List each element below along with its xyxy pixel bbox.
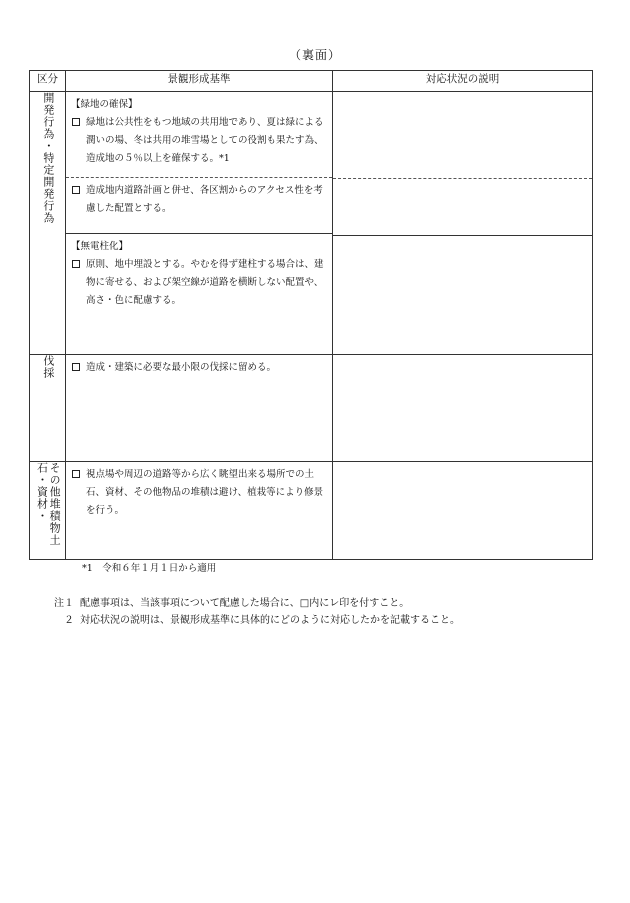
- greenery-checkbox[interactable]: [72, 118, 80, 126]
- greenery-item-text: 緑地は公共性をもつ地域の共用地であり、夏は緑による潤いの場、冬は共用の堆雪場としての役割も果たす為、造成地の５％以上を確保する。*1: [86, 117, 324, 164]
- logging-checkbox[interactable]: [72, 363, 80, 371]
- pole-heading: 【無電柱化】: [71, 241, 129, 252]
- pole-checkbox[interactable]: [72, 260, 80, 268]
- status-development[interactable]: [333, 92, 593, 355]
- status-logging-field[interactable]: [333, 355, 593, 462]
- storage-item-text: 視点場や周辺の道路等から広く眺望出来る場所での土石、資材、その他物品の堆積は避け、植栽等により修景を行う。: [86, 469, 324, 516]
- footnote: *1 令和６年１月１日から適用: [82, 563, 217, 574]
- table-header-row: [30, 71, 593, 92]
- status-greenery-field[interactable]: [333, 92, 592, 179]
- category-storage: [30, 462, 66, 560]
- category-logging-label: 伐採: [41, 355, 55, 379]
- note-1-label: 注１: [54, 598, 74, 609]
- note-2: [40, 612, 460, 629]
- road-checkbox[interactable]: [72, 186, 80, 194]
- category-logging: [30, 355, 66, 462]
- status-pole-field[interactable]: [333, 236, 592, 354]
- category-development-label: 開発行為・特定開発行為: [41, 92, 55, 224]
- category-storage-line2: 土石・資材・: [35, 462, 62, 546]
- note-1: [40, 595, 460, 612]
- note-2-label: ２: [64, 615, 74, 626]
- logging-item-text: 造成・建築に必要な最小限の伐採に留める。: [86, 362, 277, 373]
- note-2-text: 対応状況の説明は、景観形成基準に具体的にどのように対応したかを記載すること。: [80, 615, 460, 626]
- header-criteria: 景観形成基準: [66, 71, 333, 92]
- category-storage-label: [35, 462, 60, 556]
- storage-checkbox[interactable]: [72, 470, 80, 478]
- header-status: 対応状況の説明: [333, 71, 593, 92]
- status-road-field[interactable]: [333, 179, 592, 236]
- criteria-logging: [66, 355, 333, 462]
- pole-item-text: 原則、地中埋設とする。やむを得ず建柱する場合は、建物に寄せる、および架空線が道路を横断しない配置や、高さ・色に配慮する。: [86, 259, 324, 306]
- greenery-heading: 【緑地の確保】: [71, 99, 138, 110]
- notes: [40, 595, 460, 629]
- road-block: [66, 178, 332, 234]
- header-category: 区分: [30, 71, 66, 92]
- table-row-storage: [30, 462, 593, 560]
- criteria-storage: [66, 462, 333, 560]
- category-storage-line1: その他堆積物: [48, 462, 62, 534]
- status-storage-field[interactable]: [333, 462, 593, 560]
- logging-block: [66, 355, 332, 381]
- landscape-criteria-table: [29, 70, 593, 560]
- storage-block: [66, 462, 332, 524]
- note-1-text: 配慮事項は、当該事項について配慮した場合に、□内にレ印を付すこと。: [80, 598, 410, 609]
- road-item-text: 造成地内道路計画と併せ、各区割からのアクセス性を考慮した配置とする。: [86, 185, 323, 214]
- category-development: [30, 92, 66, 355]
- table-row-development: [30, 92, 593, 355]
- pole-block: [66, 234, 332, 352]
- page-heading: （裏面）: [288, 48, 341, 62]
- greenery-block: [66, 92, 332, 178]
- table-row-logging: [30, 355, 593, 462]
- criteria-development: [66, 92, 333, 355]
